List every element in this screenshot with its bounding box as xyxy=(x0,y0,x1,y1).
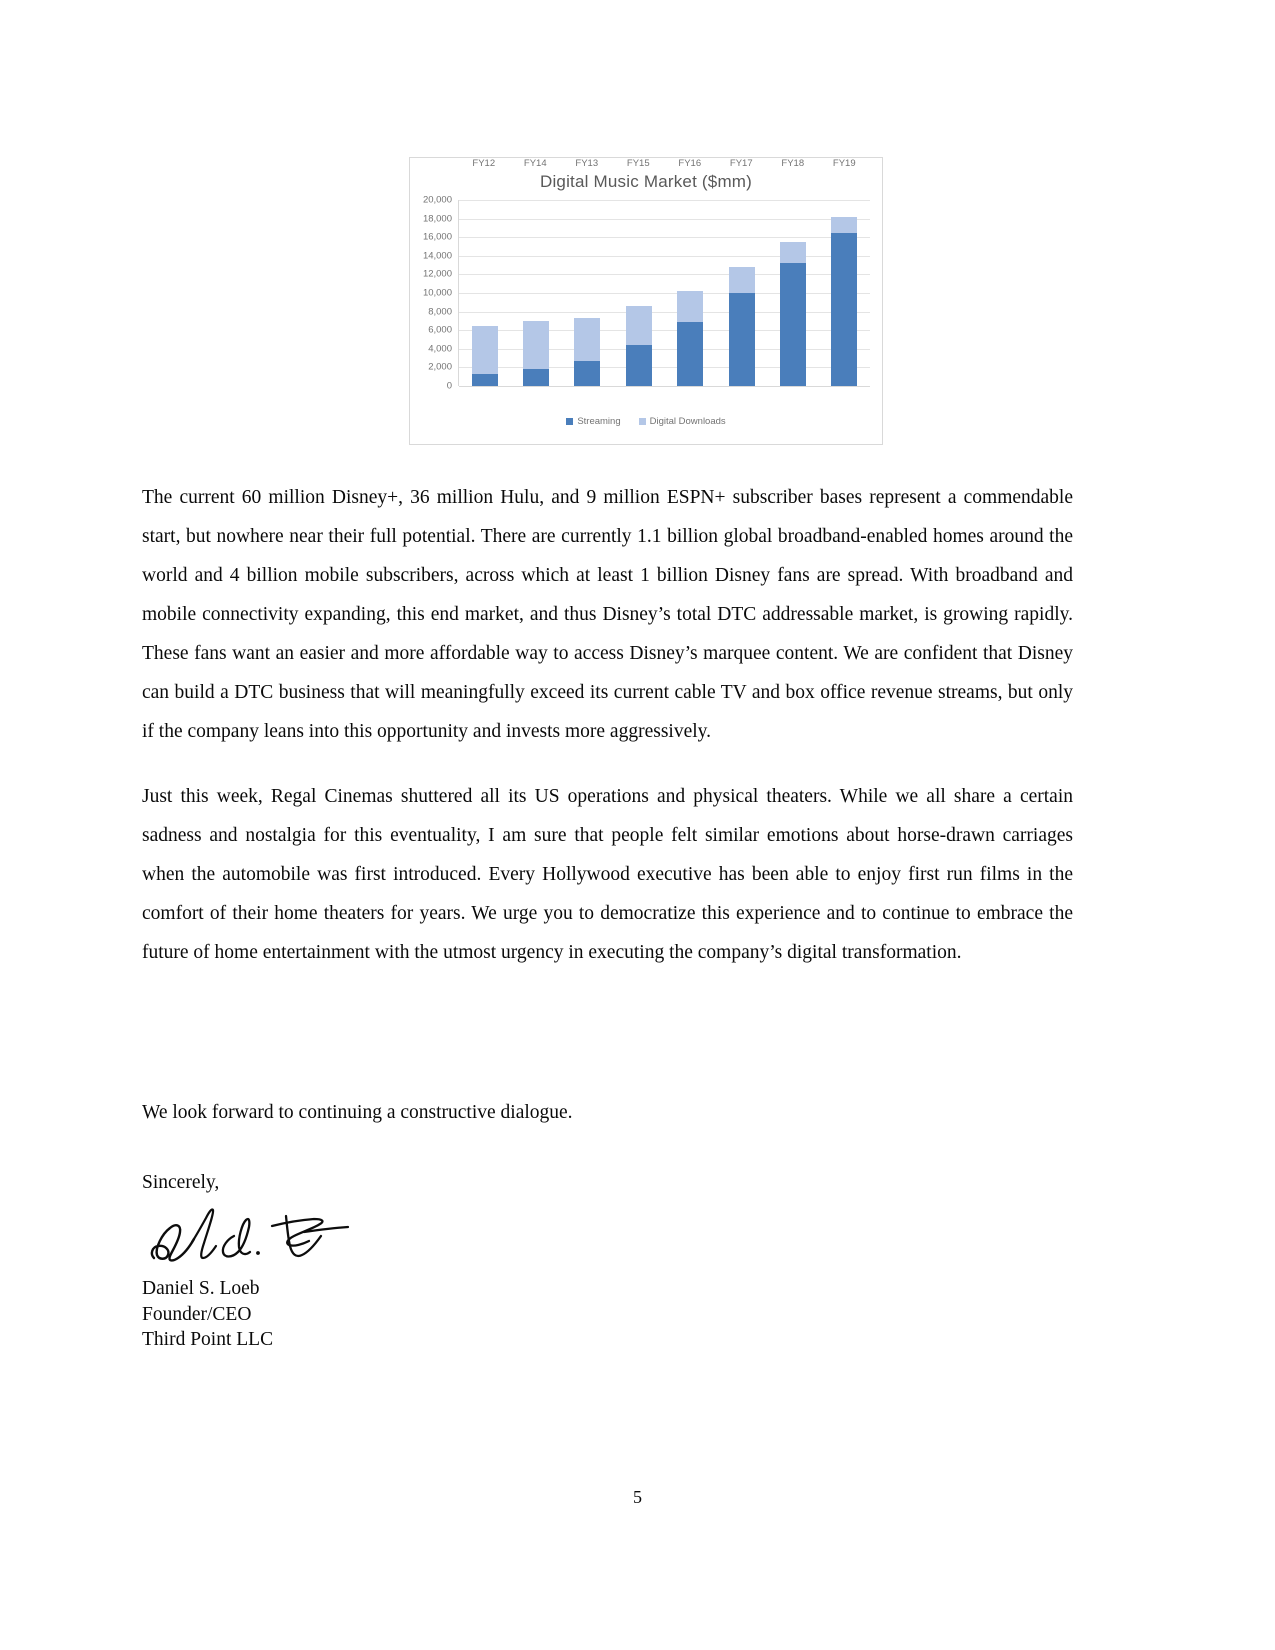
y-axis-tick: 6,000 xyxy=(428,324,452,336)
chart-legend xyxy=(410,416,882,427)
page-number: 5 xyxy=(633,1487,642,1507)
x-axis-tick: FY12 xyxy=(472,158,496,169)
letter-closing xyxy=(142,1093,1073,1132)
chart-title: Digital Music Market ($mm) xyxy=(539,172,753,191)
digital-music-market-chart xyxy=(409,157,883,445)
bar-group xyxy=(472,200,498,386)
y-axis-tick: 18,000 xyxy=(422,213,452,225)
bar-segment-digital-downloads xyxy=(523,321,549,369)
y-axis-tick: 8,000 xyxy=(428,306,452,318)
y-axis-tick: 2,000 xyxy=(428,361,452,373)
bar-segment-digital-downloads xyxy=(472,326,498,374)
bar-group xyxy=(523,200,549,386)
bar-segment-streaming xyxy=(729,293,755,386)
x-axis-tick: FY19 xyxy=(832,158,856,169)
bar-segment-streaming xyxy=(574,361,600,386)
signer-name: Daniel S. Loeb xyxy=(142,1278,260,1299)
legend-item xyxy=(639,416,726,427)
bar-group xyxy=(831,200,857,386)
legend-item xyxy=(566,416,620,427)
bar-segment-streaming xyxy=(626,345,652,386)
y-axis-tick: 0 xyxy=(446,380,452,392)
x-axis-tick: FY15 xyxy=(626,158,650,169)
signer-title: Founder/CEO xyxy=(142,1303,252,1325)
y-axis-tick: 16,000 xyxy=(422,231,452,243)
x-axis-tick: FY13 xyxy=(575,158,599,169)
bar-series-container xyxy=(459,200,870,386)
chart-plot-wrapper xyxy=(410,194,882,392)
plot-area xyxy=(458,200,870,386)
paragraph-3: We look forward to continuing a constructive dialogue. xyxy=(142,1102,573,1123)
axis-baseline xyxy=(459,386,870,387)
x-axis-tick: FY14 xyxy=(523,158,547,169)
bar-segment-streaming xyxy=(831,233,857,386)
paragraph-2: Just this week, Regal Cinemas shuttered all its US operations and physical theaters. While we all share a certain sadness and nostalgia for this eventuality, I am sure that people felt similar emotions about horse-drawn carriages when the automobile was first introduced. Every Hollywood executive has been able to enjoy first run films in the comfort of their home theaters for years. We urge you to democratize this experience and to continue to embrace the future of home entertainment with the utmost urgency in executing the company’s digital transformation. xyxy=(142,786,1073,963)
y-axis-tick: 12,000 xyxy=(422,268,452,280)
bar-group xyxy=(626,200,652,386)
bar-segment-streaming xyxy=(780,263,806,386)
signer-company: Third Point LLC xyxy=(142,1329,274,1350)
x-axis-tick: FY18 xyxy=(781,158,805,169)
legend-swatch-icon xyxy=(639,418,646,425)
bar-segment-digital-downloads xyxy=(574,318,600,361)
x-axis xyxy=(458,158,870,169)
signature-image xyxy=(146,1196,374,1268)
bar-segment-digital-downloads xyxy=(729,267,755,293)
legend-label: Digital Downloads xyxy=(649,416,726,427)
y-axis-tick: 20,000 xyxy=(422,194,452,206)
salutation: Sincerely, xyxy=(142,1172,220,1193)
bar-segment-digital-downloads xyxy=(626,306,652,345)
x-axis-tick: FY17 xyxy=(729,158,753,169)
y-axis-tick: 4,000 xyxy=(428,343,452,355)
bar-segment-streaming xyxy=(677,322,703,386)
paragraph-1: The current 60 million Disney+, 36 million Hulu, and 9 million ESPN+ subscriber bases represent a commendable start, but nowhere near their full potential. There are currently 1.1 billion global broadband-enabled homes around the world and 4 billion mobile subscribers, across which at least 1 billion Disney fans are spread. With broadband and mobile connectivity expanding, this end market, and thus Disney’s total DTC addressable market, is growing rapidly. These fans want an easier and more affordable way to access Disney’s marquee content. We are confident that Disney can build a DTC business that will meaningfully exceed its current cable TV and box office revenue streams, but only if the company leans into this opportunity and invests more aggressively. xyxy=(142,487,1073,742)
bar-segment-digital-downloads xyxy=(677,291,703,322)
legend-swatch-icon xyxy=(566,418,573,425)
x-axis-tick: FY16 xyxy=(678,158,702,169)
y-axis xyxy=(410,194,456,392)
bar-segment-streaming xyxy=(523,369,549,386)
y-axis-tick: 14,000 xyxy=(422,250,452,262)
legend-label: Streaming xyxy=(577,416,621,427)
bar-group xyxy=(677,200,703,386)
bar-group xyxy=(574,200,600,386)
bar-group xyxy=(729,200,755,386)
bar-segment-digital-downloads xyxy=(780,242,806,263)
y-axis-tick: 10,000 xyxy=(422,287,452,299)
signature-block xyxy=(142,1276,273,1353)
bar-group xyxy=(780,200,806,386)
bar-segment-digital-downloads xyxy=(831,217,857,233)
letter-body xyxy=(142,478,1073,998)
bar-segment-streaming xyxy=(472,374,498,386)
